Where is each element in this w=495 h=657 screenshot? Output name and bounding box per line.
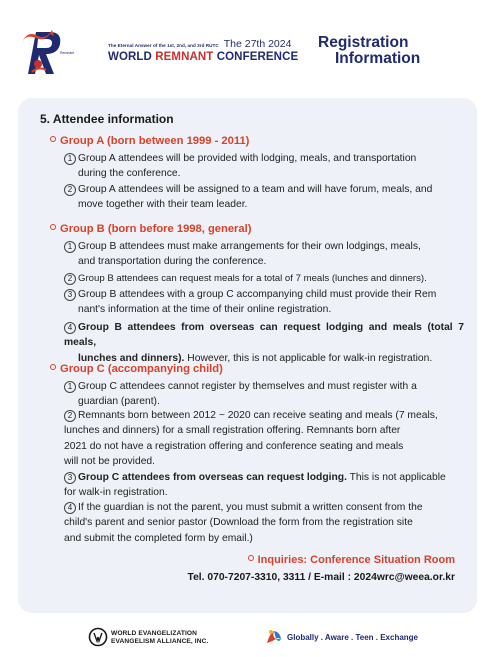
page-title [318,35,478,67]
conference-name-part: CONFERENCE [213,51,299,63]
list-item [64,239,464,270]
group-heading-text: Group C (accompanying child) [60,363,223,375]
logo-caption: Remnant [60,51,75,55]
list-item [64,271,464,286]
item-text: guardian (parent). [78,396,160,408]
list-item [64,379,464,410]
item-text: Group A attendees will be assigned to a team and will have forum, meals, and [78,184,433,195]
item-number: 1 [64,381,76,393]
item-text: during the conference. [78,168,181,180]
group-a-heading [50,135,249,147]
footer [0,620,495,657]
item-number: 2 [64,184,76,196]
conference-banner [108,38,313,63]
bullet-icon [50,224,56,230]
list-item [64,470,464,501]
item-text: lunches and dinners) for a small registration offering. Remnants born after [64,425,401,437]
item-text-bold: Group B attendees from overseas can request lodging and meals (total 7 meals, [64,322,464,349]
org-name-line1: WORLD EVANGELIZATION [111,630,198,637]
item-number: 4 [64,322,76,334]
item-text: This is not applicable [346,472,446,483]
item-text: Remnants born between 2012 ~ 2020 can receive seating and meals (7 meals, [78,410,438,421]
tagline: The Eternal Answer of the 1st, 2nd, and 3rd RUTC [108,43,219,48]
item-text: 2021 do not have a registration offering and conference seating and meals [64,440,404,452]
header [0,0,495,90]
org-name [111,630,208,646]
list-item [64,151,464,182]
item-text: move together with their team leader. [78,199,248,211]
group-heading-text: Group B (born before 1998, general) [60,223,252,235]
item-number: 4 [64,502,76,514]
list-item [64,500,464,546]
item-text: nant's information at the time of their online registration. [78,304,332,316]
inquiries-text: Inquiries: Conference Situation Room [257,554,455,566]
wea-logo-icon [88,627,108,647]
conference-logo-icon [16,24,76,82]
item-number: 2 [64,410,76,422]
item-number: 3 [64,472,76,484]
page-title-line1: Registration [318,34,409,51]
bullet-icon [248,555,254,561]
item-text: child's parent and senior pastor (Download the form from the registration site [64,517,413,529]
item-text: will not be provided. [64,456,156,468]
item-number: 2 [64,273,76,285]
attendee-info-panel [18,98,477,613]
item-text: and submit the completed form by email.) [64,532,253,544]
item-number: 1 [64,153,76,165]
item-number: 3 [64,289,76,301]
item-text: Group A attendees will be provided with lodging, meals, and transportation [78,153,417,164]
list-item [64,182,464,213]
item-text: and transportation during the conference. [78,256,267,268]
item-text: If the guardian is not the parent, you must submit a written consent from the [78,502,423,513]
conference-name-remnant: REMNANT [155,51,214,63]
item-text: Group C attendees cannot register by themselves and must register with a [78,381,417,392]
item-text: Group B attendees with a group C accompanying child must provide their Rem [78,289,437,300]
list-item [64,320,464,366]
conference-name-part: WORLD [108,51,156,63]
page-title-line2: Information [335,50,421,67]
item-text: However, this is not applicable for walk-in registration. [184,352,433,364]
slogan: Globally . Aware . Teen . Exchange [287,633,419,642]
group-heading-text: Group A (born between 1999 - 2011) [60,135,250,147]
item-text: Group B attendees must make arrangements for their own lodgings, meals, [78,241,421,252]
gate-logo-icon [264,627,284,647]
group-b-heading [50,223,251,235]
org-name-line2: EVANGELISM ALLIANCE, INC. [111,638,209,645]
list-item [64,287,464,318]
edition: The 27th 2024 [223,38,292,50]
item-text: for walk-in registration. [64,487,168,499]
group-c-heading [50,363,223,375]
contact-info: Tel. 070-7207-3310, 3311 / E-mail : 2024wrc@weea.or.kr [187,572,455,583]
section-title: 5. Attendee information [40,112,174,126]
inquiries-heading [248,554,455,566]
list-item [64,408,464,470]
item-number: 1 [64,241,76,253]
bullet-icon [50,136,56,142]
bullet-icon [50,364,56,370]
item-text-bold: Group C attendees from overseas can request lodging. [78,472,347,483]
conference-name [108,51,313,63]
item-text-bold: lunches and dinners). [78,352,185,364]
item-text: Group B attendees can request meals for a total of 7 meals (lunches and dinners). [78,273,427,284]
